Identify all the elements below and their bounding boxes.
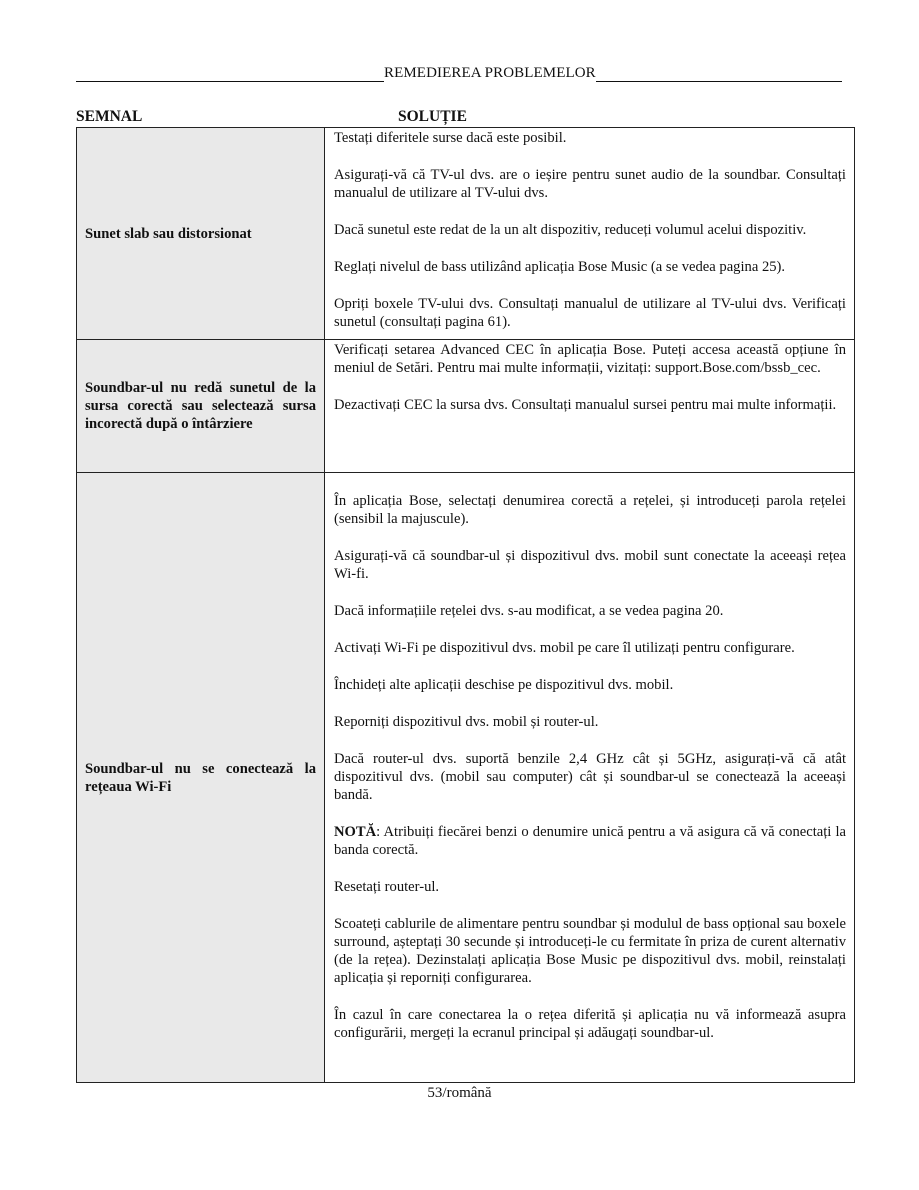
solution-text: Asigurați-vă că TV-ul dvs. are o ieșire pentru sunet audio de la soundbar. Consultați manualul de utilizare al TV-ului dvs. [334, 167, 846, 201]
solution-text: Scoateți cablurile de alimentare pentru soundbar și modulul de bass opțional sau boxele surround, așteptați 30 secunde și introduceți-le cu fermitate în priza de curent alternativ (de la rețea). Dezinstalați aplicația Bose Music pe dispozitivul dvs. mobil, reinstalați aplicația și reporniți configurarea. [334, 916, 846, 986]
header-rule-left [76, 66, 384, 82]
note-text: : Atribuiți fiecărei benzi o denumire unică pentru a vă asigura că vă conectați la banda corectă. [334, 824, 846, 858]
table-row [77, 473, 855, 1083]
solution-text: Dacă informațiile rețelei dvs. s-au modificat, a se vedea pagina 20. [334, 603, 724, 619]
solution-cell [325, 473, 855, 1083]
solution-text: Reglați nivelul de bass utilizând aplicația Bose Music (a se vedea pagina 25). [334, 259, 786, 275]
signal-cell: Sunet slab sau distorsionat [77, 128, 325, 340]
page-title: REMEDIEREA PROBLEMELOR [384, 65, 596, 81]
page-number: 53/română [427, 1085, 492, 1101]
page-header [76, 64, 842, 82]
solution-text: Testați diferitele surse dacă este posibil. [334, 130, 567, 146]
solution-text: Dacă router-ul dvs. suportă benzile 2,4 GHz cât și 5GHz, asigurați-vă că atât dispozitivul dvs. (mobil sau computer) cât și soundbar-ul se conectează la aceeași bandă. [334, 751, 846, 803]
header-rule-right [596, 66, 842, 82]
note-paragraph [334, 823, 846, 859]
troubleshooting-table [76, 127, 855, 1083]
solution-cell [325, 128, 855, 340]
solution-cell [325, 340, 855, 473]
solution-text: Activați Wi-Fi pe dispozitivul dvs. mobil pe care îl utilizați pentru configurare. [334, 640, 795, 656]
table-row [77, 340, 855, 473]
signal-cell: Soundbar-ul nu se conectează la rețeaua Wi-Fi [77, 473, 325, 1083]
solution-text: Opriți boxele TV-ului dvs. Consultați manualul de utilizare al TV-ului dvs. Verificați sunetul (consultați pagina 61). [334, 296, 846, 330]
solution-text: Resetați router-ul. [334, 879, 440, 895]
solution-text: Verificați setarea Advanced CEC în aplicația Bose. Puteți accesa această opțiune în meniul de Setări. Pentru mai multe informații, vizitați: support.Bose.com/bssb_cec. [334, 342, 846, 376]
column-header-signal: SEMNAL [76, 108, 143, 125]
solution-text: Asigurați-vă că soundbar-ul și dispozitivul dvs. mobil sunt conectate la aceeași rețea Wi-fi. [334, 548, 846, 582]
signal-cell: Soundbar-ul nu redă sunetul de la sursa corectă sau selectează sursa incorectă după o întârziere [77, 340, 325, 473]
table-row [77, 128, 855, 340]
note-label: NOTĂ [334, 824, 377, 840]
solution-text: Dezactivați CEC la sursa dvs. Consultați manualul sursei pentru mai multe informații. [334, 397, 837, 413]
column-header-solution: SOLUȚIE [398, 108, 467, 125]
solution-text: Reporniți dispozitivul dvs. mobil și router-ul. [334, 714, 599, 730]
solution-text: Închideți alte aplicații deschise pe dispozitivul dvs. mobil. [334, 677, 674, 693]
solution-text: În aplicația Bose, selectați denumirea corectă a rețelei, și introduceți parola rețelei (sensibil la majuscule). [334, 493, 846, 527]
solution-text: În cazul în care conectarea la o rețea diferită și aplicația nu vă informează asupra configurării, mergeți la ecranul principal și adăugați soundbar-ul. [334, 1007, 846, 1041]
solution-text: Dacă sunetul este redat de la un alt dispozitiv, reduceți volumul acelui dispozitiv. [334, 222, 807, 238]
